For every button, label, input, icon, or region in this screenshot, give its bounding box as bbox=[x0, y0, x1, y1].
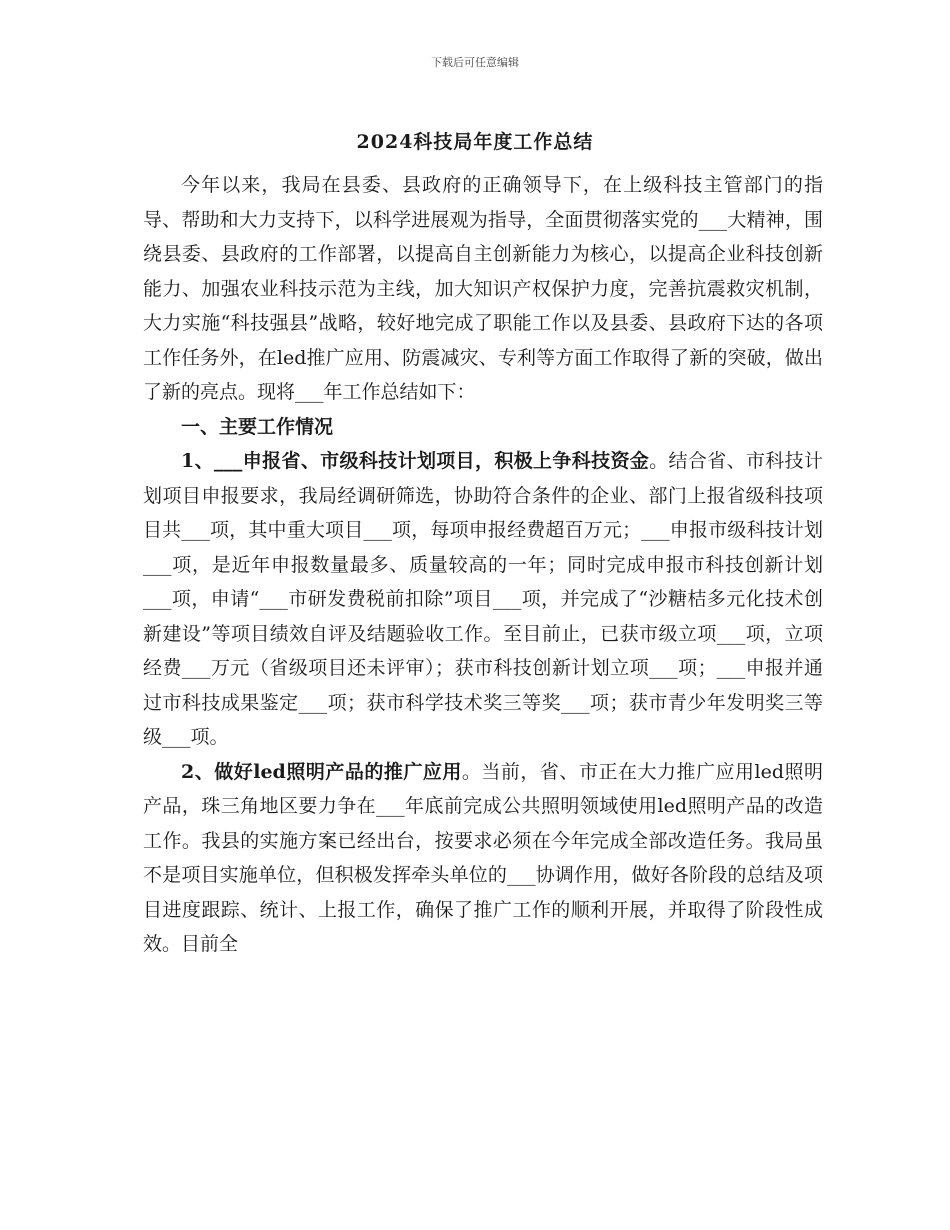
item-1-lead: 1、___申报省、市级科技计划项目，积极上争科技资金 bbox=[181, 450, 650, 472]
item-2-paragraph bbox=[143, 755, 823, 962]
page-header: 下载后可任意编辑 bbox=[431, 56, 519, 69]
item-2-text: 。当前，省、市正在大力推广应用led照明产品，珠三角地区要力争在___年底前完成公共照明领域使用led照明产品的改造工作。我县的实施方案已经出台，按要求必须在今年完成全部改造任务。我局虽不是项目实施单位，但积极发挥牵头单位的___协调作用，做好各阶段的总结及项目进度跟踪、统计、上报工作，确保了推广工作的顺利开展，并取得了阶段性成效。目前全 bbox=[143, 760, 823, 955]
section-heading: 一、主要工作情况 bbox=[181, 415, 334, 438]
item-1-text: 。结合省、市科技计划项目申报要求，我局经调研筛选，协助符合条件的企业、部门上报省级科技项目共___项，其中重大项目___项，每项申报经费超百万元；___申报市级科技计划___项，是近年申报数量最多、质量较高的一年；同时完成申报市科技创新计划___项，申请“___市研发费税前扣除”项目___项，并完成了“沙糖桔多元化技术创新建设”等项目绩效自评及结题验收工作。至目前止，已获市级立项___项，立项经费___万元（省级项目还未评审）；获市科技创新计划立项___项；___申报并通过市科技成果鉴定___项；获市科学技术奖三等奖___项；获市青少年发明奖三等级___项。 bbox=[143, 450, 823, 748]
item-1-paragraph bbox=[143, 444, 823, 755]
document-body bbox=[143, 168, 823, 962]
document-title: 2024科技局年度工作总结 bbox=[356, 131, 594, 153]
intro-paragraph: 今年以来，我局在县委、县政府的正确领导下，在上级科技主管部门的指导、帮助和大力支持下，以科学进展观为指导，全面贯彻落实党的___大精神，围绕县委、县政府的工作部署，以提高自主创新能力为核心，以提高企业科技创新能力、加强农业科技示范为主线，加大知识产权保护力度，完善抗震救灾机制，大力实施“科技强县”战略，较好地完成了职能工作以及县委、县政府下达的各项工作任务外，在led推广应用、防震减灾、专利等方面工作取得了新的突破，做出了新的亮点。现将___年工作总结如下： bbox=[143, 174, 823, 403]
item-2-lead: 2、做好led照明产品的推广应用 bbox=[181, 760, 462, 783]
